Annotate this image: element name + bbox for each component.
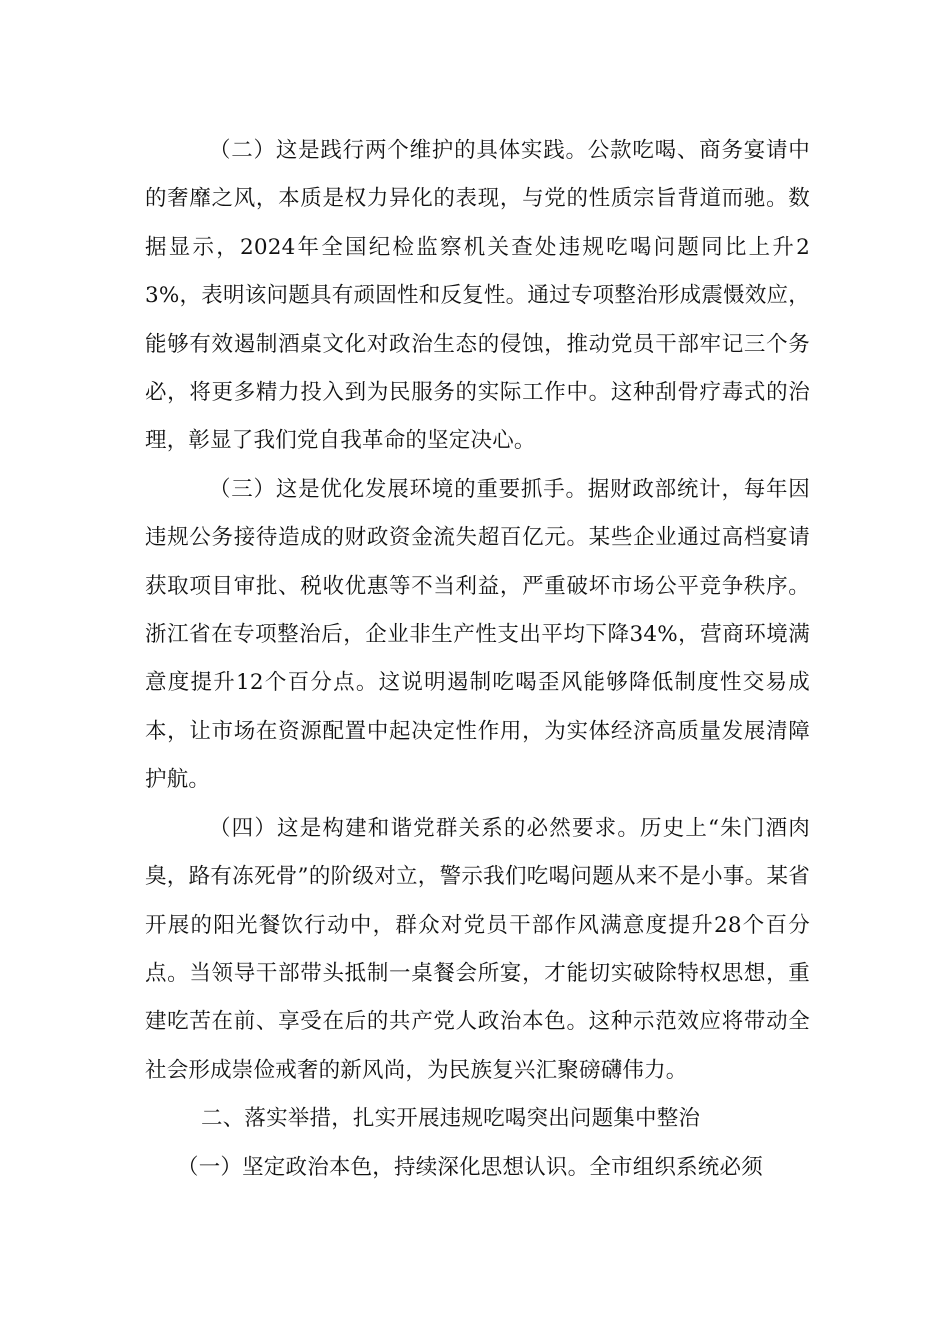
- paragraph-section-3: （三）这是优化发展环境的重要抓手。据财政部统计，每年因违规公务接待造成的财政资金流失超百亿元。某些企业通过高档宴请获取项目审批、税收优惠等不当利益，严重破坏市场公平竞争秩序。浙江省在专项整治后，企业非生产性支出平均下降34%，营商环境满意度提升12个百分点。这说明遏制吃喝歪风能够降低制度性交易成本，让市场在资源配置中起决定性作用，为实体经济高质量发展清障护航。: [145, 476, 810, 793]
- document-body: [145, 127, 810, 1192]
- paragraph-section-4: （四）这是构建和谐党群关系的必然要求。历史上“朱门酒肉臭，路有冻死骨”的阶级对立，警示我们吃喝问题从来不是小事。某省开展的阳光餐饮行动中，群众对党员干部作风满意度提升28个百分点。当领导干部带头抵制一桌餐会所宴，才能切实破除特权思想，重建吃苦在前、享受在后的共产党人政治本色。这种示范效应将带动全社会形成崇俭戒奢的新风尚，为民族复兴汇聚磅礴伟力。: [145, 815, 810, 1083]
- paragraph-section-2: （二）这是践行两个维护的具体实践。公款吃喝、商务宴请中的奢靡之风，本质是权力异化的表现，与党的性质宗旨背道而驰。数据显示，2024年全国纪检监察机关查处违规吃喝问题同比上升23%，表明该问题具有顽固性和反复性。通过专项整治形成震慑效应，能够有效遏制酒桌文化对政治生态的侵蚀，推动党员干部牢记三个务必，将更多精力投入到为民服务的实际工作中。这种刮骨疗毒式的治理，彰显了我们党自我革命的坚定决心。: [145, 138, 810, 454]
- paragraph-subsection-1: （一）坚定政治本色，持续深化思想认识。全市组织系统必须: [177, 1154, 763, 1180]
- section-heading-2: 二、落实举措，扎实开展违规吃喝突出问题集中整治: [201, 1106, 701, 1132]
